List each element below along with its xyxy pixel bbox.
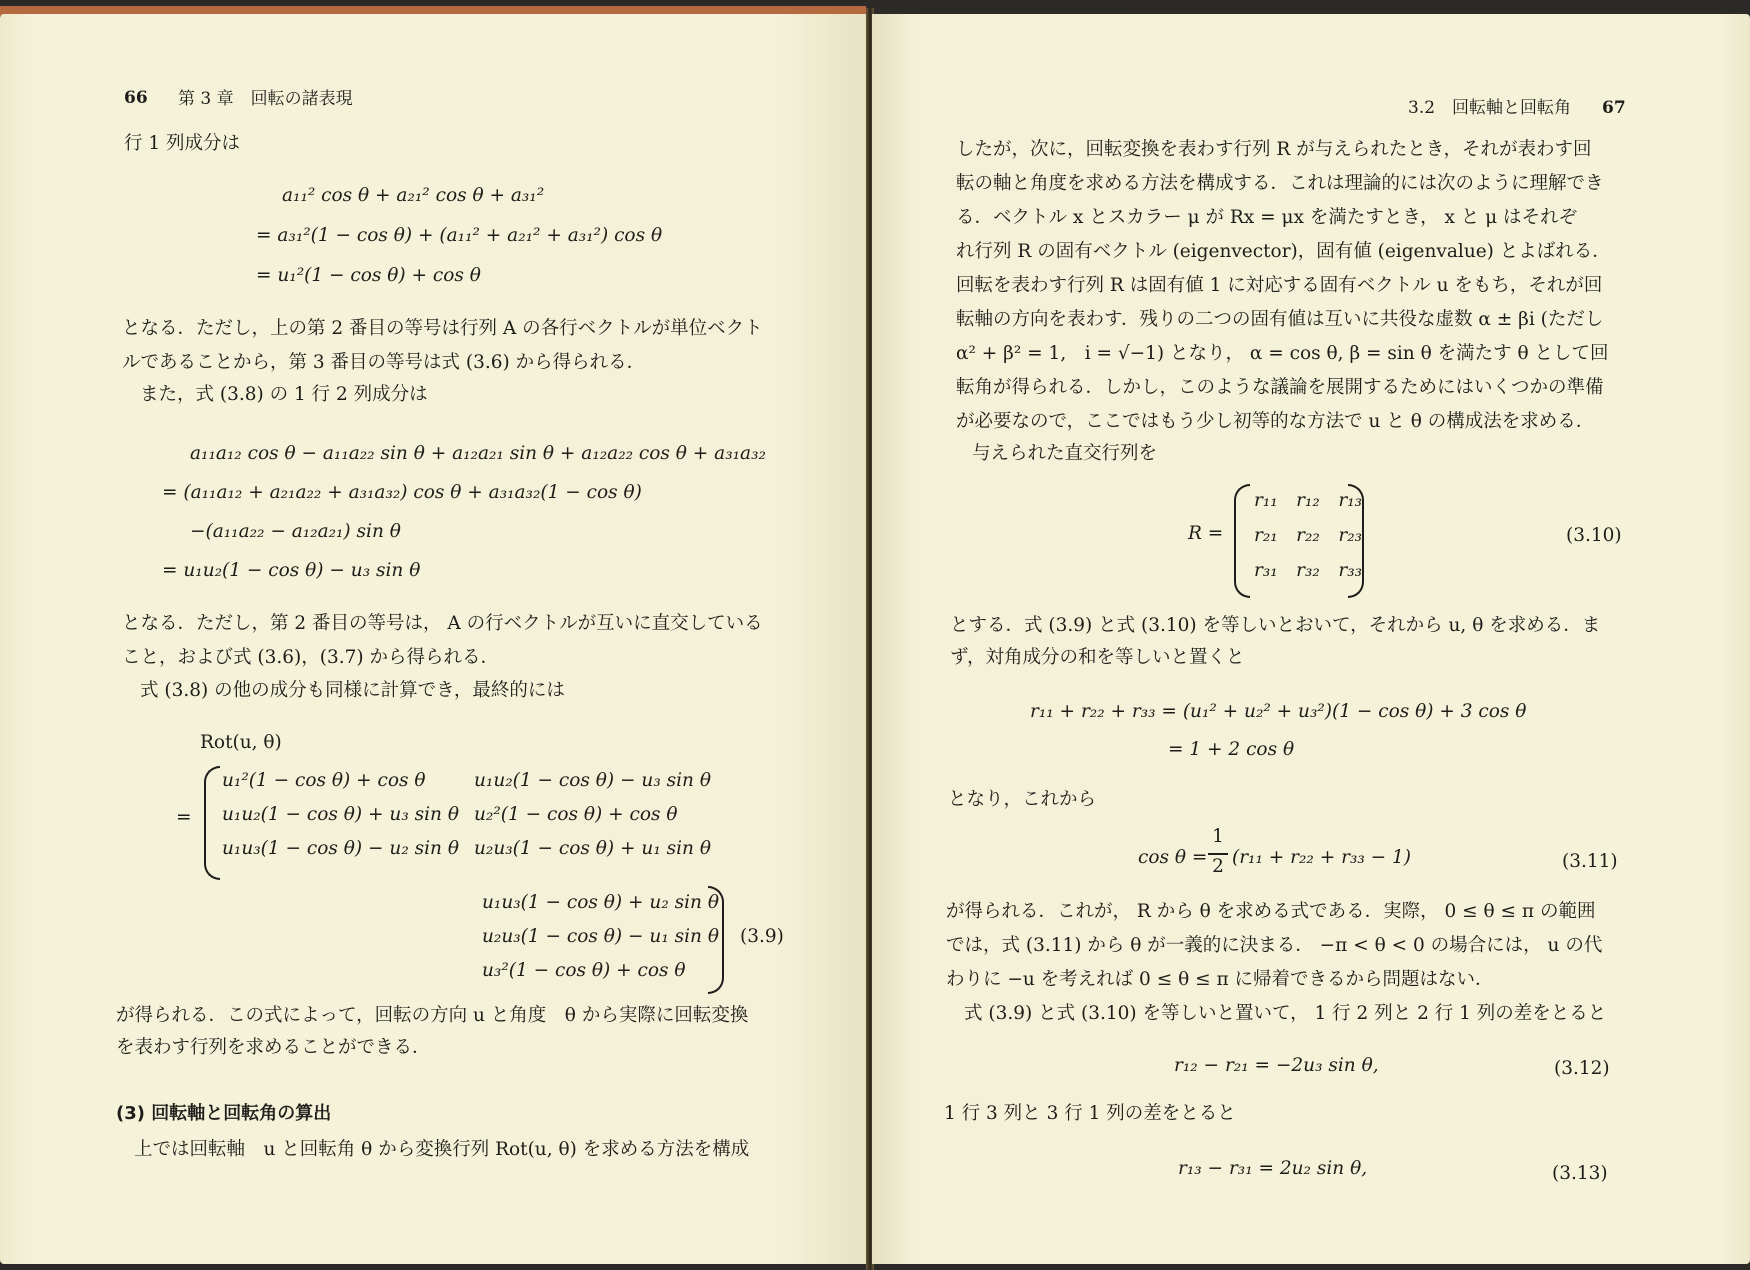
equation-line: a₁₁a₁₂ cos θ − a₁₁a₂₂ sin θ + a₁₂a₂₁ sin θ + a₁₂a₂₂ cos θ + a₃₁a₃₂ xyxy=(190,443,766,464)
text-line: る．ベクトル x とスカラー μ が Rx = μx を満たすとき， x と μ はそれぞ xyxy=(956,207,1578,228)
matrix-right-paren xyxy=(1348,484,1364,598)
matrix-right-paren xyxy=(708,886,724,994)
text-line: ず，対角成分の和を等しいと置くと xyxy=(950,647,1245,668)
left-page xyxy=(0,14,868,1264)
matrix-cell: u₁u₂(1 − cos θ) − u₃ sin θ xyxy=(474,770,711,791)
text-line: 式 (3.9) と式 (3.10) を等しいと置いて， 1 行 2 列と 2 行 1 列の差をとると xyxy=(964,1003,1607,1024)
fraction-bar xyxy=(1208,853,1228,855)
text-line: 与えられた直交行列を xyxy=(972,443,1158,464)
matrix-row: r₃₁ r₃₂ r₃₃ xyxy=(1254,560,1363,581)
text-line: では，式 (3.11) から θ が一義的に決まる． −π < θ < 0 の場合には， u の代 xyxy=(946,935,1603,956)
right-page xyxy=(872,14,1750,1264)
equation-line: = u₁²(1 − cos θ) + cos θ xyxy=(256,265,481,286)
matrix-left-paren xyxy=(1234,484,1250,598)
equation-line: = (a₁₁a₁₂ + a₂₁a₂₂ + a₃₁a₃₂) cos θ + a₃₁a₃₂(1 − cos θ) xyxy=(162,482,642,503)
text-line: とする．式 (3.9) と式 (3.10) を等しいとおいて，それから u, θ を求める．ま xyxy=(950,615,1601,636)
equation-number: (3.13) xyxy=(1552,1163,1608,1184)
text-line: が得られる．この式によって，回転の方向 u と角度 θ から実際に回転変換 xyxy=(116,1005,749,1026)
matrix-cell: u₃²(1 − cos θ) + cos θ xyxy=(482,960,686,981)
text-line: が得られる．これが， R から θ を求める式である．実際， 0 ≤ θ ≤ π の範囲 xyxy=(946,901,1596,922)
equation-lhs: cos θ = xyxy=(1138,847,1208,868)
text-line: 行 1 列成分は xyxy=(124,133,241,154)
matrix-cell: u₁u₂(1 − cos θ) + u₃ sin θ xyxy=(222,804,459,825)
fraction-numerator: 1 xyxy=(1212,826,1224,847)
text-line: となる．ただし，第 2 番目の等号は， A の行ベクトルが互いに直交している xyxy=(122,613,763,634)
equation-lhs: R = xyxy=(1188,523,1224,544)
text-line: 転軸の方向を表わす．残りの二つの固有値は互いに共役な虚数 α ± βi (ただし xyxy=(956,309,1604,330)
section-header: 3.2 回転軸と回転角 xyxy=(1408,98,1572,118)
text-line: 回転を表わす行列 R は固有値 1 に対応する固有ベクトル u をもち，それが回 xyxy=(956,275,1603,296)
text-line: 転角が得られる．しかし，このような議論を展開するためにはいくつかの準備 xyxy=(956,377,1604,398)
text-line: となる．ただし，上の第 2 番目の等号は行列 A の各行ベクトルが単位ベクト xyxy=(122,318,763,339)
text-line: こと，および式 (3.6)，(3.7) から得られる． xyxy=(122,647,499,668)
equation-line: = u₁u₂(1 − cos θ) − u₃ sin θ xyxy=(162,560,421,581)
equation-rhs: (r₁₁ + r₂₂ + r₃₃ − 1) xyxy=(1232,847,1412,868)
text-line: となり，これから xyxy=(948,789,1097,810)
equation-line: = a₃₁²(1 − cos θ) + (a₁₁² + a₂₁² + a₃₁²) cos θ xyxy=(256,225,663,246)
text-line: を表わす行列を求めることができる． xyxy=(116,1037,431,1058)
text-line: 上では回転軸 u と回転角 θ から変換行列 Rot(u, θ) を求める方法を構成 xyxy=(134,1139,750,1160)
equation-line: −(a₁₁a₂₂ − a₁₂a₂₁) sin θ xyxy=(190,521,401,542)
equation-line: = 1 + 2 cos θ xyxy=(1168,739,1295,760)
equation-number: (3.12) xyxy=(1554,1058,1610,1079)
matrix-left-paren xyxy=(204,766,220,880)
fraction-denominator: 2 xyxy=(1212,856,1224,877)
matrix-cell: u₁²(1 − cos θ) + cos θ xyxy=(222,770,426,791)
text-line: 1 行 3 列と 3 行 1 列の差をとると xyxy=(944,1103,1236,1124)
equation-line: a₁₁² cos θ + a₂₁² cos θ + a₃₁² xyxy=(282,185,545,206)
text-line: 転の軸と角度を求める方法を構成する．これは理論的には次のように理解でき xyxy=(956,173,1604,194)
text-line: したが，次に，回転変換を表わす行列 R が与えられたとき，それが表わす回 xyxy=(956,139,1592,160)
text-line: れ行列 R の固有ベクトル (eigenvector)，固有値 (eigenvalue) とよばれる． xyxy=(956,241,1611,262)
page-number: 67 xyxy=(1602,98,1626,118)
matrix-row: r₁₁ r₁₂ r₁₃ xyxy=(1254,490,1363,511)
text-line: また，式 (3.8) の 1 行 2 列成分は xyxy=(140,384,428,405)
text-line: 式 (3.8) の他の成分も同様に計算でき，最終的には xyxy=(140,680,565,701)
matrix-row: r₂₁ r₂₂ r₂₃ xyxy=(1254,525,1363,546)
equation-line: Rot(u, θ) xyxy=(200,732,282,753)
text-line: ルであることから，第 3 番目の等号は式 (3.6) から得られる． xyxy=(122,352,646,373)
matrix-cell: u₂²(1 − cos θ) + cos θ xyxy=(474,804,678,825)
section-heading: (3) 回転軸と回転角の算出 xyxy=(116,1103,332,1124)
matrix-cell: u₂u₃(1 − cos θ) + u₁ sin θ xyxy=(474,838,711,859)
equation-line: r₁₂ − r₂₁ = −2u₃ sin θ, xyxy=(1174,1055,1379,1076)
matrix-cell: u₂u₃(1 − cos θ) − u₁ sin θ xyxy=(482,926,719,947)
page-number: 66 xyxy=(124,88,148,108)
chapter-header: 第 3 章 回転の諸表現 xyxy=(178,89,353,109)
matrix-cell: u₁u₃(1 − cos θ) − u₂ sin θ xyxy=(222,838,459,859)
equation-line: r₁₃ − r₃₁ = 2u₂ sin θ, xyxy=(1178,1158,1368,1179)
text-line: が必要なので，ここではもう少し初等的な方法で u と θ の構成法を求める． xyxy=(956,411,1595,432)
equals-sign: = xyxy=(176,807,192,828)
equation-number: (3.10) xyxy=(1566,525,1622,546)
text-line: α² + β² = 1, i = √−1) となり， α = cos θ, β = sin θ を満たす θ として回 xyxy=(956,343,1609,364)
equation-number: (3.11) xyxy=(1562,851,1618,872)
equation-line: r₁₁ + r₂₂ + r₃₃ = (u₁² + u₂² + u₃²)(1 − cos θ) + 3 cos θ xyxy=(1030,701,1527,722)
text-line: わりに −u を考えれば 0 ≤ θ ≤ π に帰着できるから問題はない． xyxy=(946,969,1494,990)
matrix-cell: u₁u₃(1 − cos θ) + u₂ sin θ xyxy=(482,892,719,913)
equation-number: (3.9) xyxy=(740,926,784,947)
